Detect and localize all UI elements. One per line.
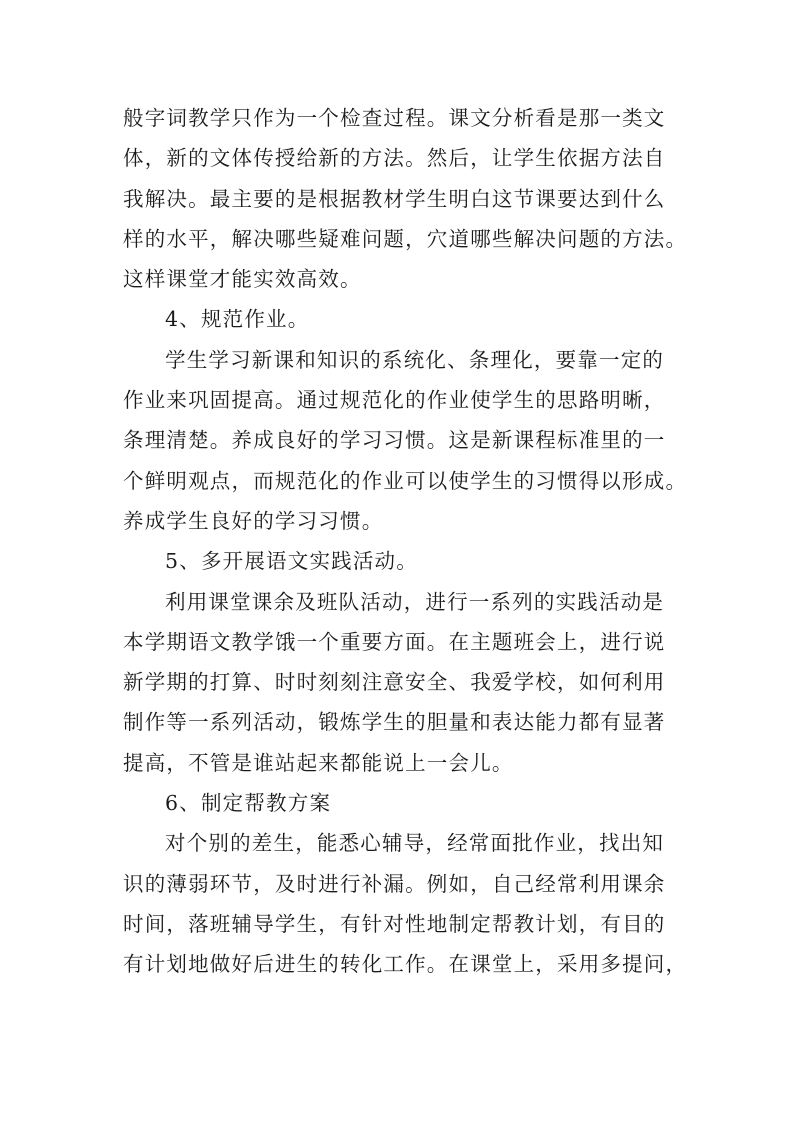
- paragraph-line: 样的水平，解决哪些疑难问题，穴道哪些解决问题的方法。: [123, 226, 688, 251]
- paragraph-line: 条理清楚。养成良好的学习习惯。这是新课程标准里的一: [123, 428, 666, 453]
- paragraph-line: 制作等一系列活动，锻炼学生的胆量和表达能力都有显著: [123, 710, 666, 735]
- document-body: [123, 98, 688, 985]
- paragraph-line: 作业来巩固提高。通过规范化的作业使学生的思路明晰，: [123, 388, 666, 413]
- paragraph-line: 识的薄弱环节，及时进行补漏。例如，自己经常利用课余: [123, 871, 666, 896]
- section-heading: 4、规范作业。: [165, 307, 310, 332]
- paragraph-line: 有计划地做好后进生的转化工作。在课堂上，采用多提问，: [123, 952, 688, 977]
- paragraph-line: 时间，落班辅导学生，有针对性地制定帮教计划，有目的: [123, 911, 666, 936]
- paragraph-line: 对个别的差生，能悉心辅导，经常面批作业，找出知: [165, 831, 665, 856]
- section-heading: 5、多开展语文实践活动。: [165, 549, 418, 574]
- paragraph-line: 新学期的打算、时时刻刻注意安全、我爱学校，如何利用: [123, 670, 666, 695]
- paragraph-line: 养成学生良好的学习习惯。: [123, 508, 384, 533]
- paragraph-line: 这样课堂才能实效高效。: [123, 267, 362, 292]
- paragraph-line: 利用课堂课余及班队活动，进行一系列的实践活动是: [165, 589, 665, 614]
- paragraph-line: 个鲜明观点，而规范化的作业可以使学生的习惯得以形成。: [123, 468, 688, 493]
- paragraph-line: 学生学习新课和知识的系统化、条理化，要靠一定的: [165, 347, 665, 372]
- paragraph-line: 我解决。最主要的是根据教材学生明白这节课要达到什么: [123, 186, 666, 211]
- paragraph-line: 般字词教学只作为一个检查过程。课文分析看是那一类文: [123, 106, 666, 130]
- paragraph-line: 本学期语文教学饿一个重要方面。在主题班会上，进行说: [123, 629, 666, 654]
- paragraph-line: 体，新的文体传授给新的方法。然后，让学生依据方法自: [123, 146, 666, 171]
- paragraph-line: 提高，不管是谁站起来都能说上一会儿。: [123, 750, 514, 775]
- section-heading: 6、制定帮教方案: [165, 791, 332, 816]
